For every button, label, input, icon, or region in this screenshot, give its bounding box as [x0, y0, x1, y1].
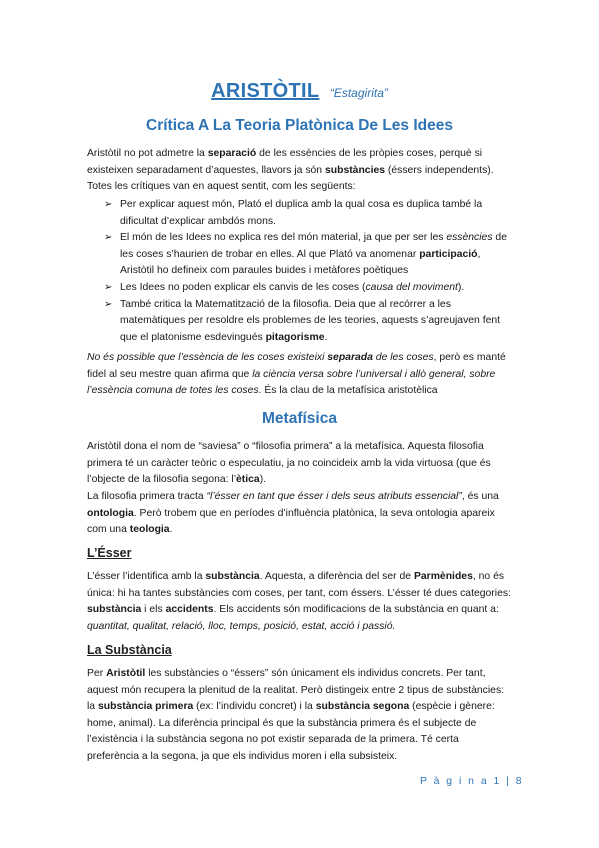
arrow-bullet-icon: ➢ [104, 298, 113, 310]
page-number: P à g i n a 1 | 8 [420, 776, 524, 787]
paragraph-metafisica-2: La filosofia primera tracta “l’ésser en tant que ésser i dels seus atributs essencial”, és una ontologia. Però trobem que en períodes d’influència platònica, la seva ontologia apareix com una teologia. [87, 491, 499, 536]
section-heading-substancia: La Substància [87, 643, 172, 657]
paragraph-substancia: Per Aristòtil les substàncies o “éssers” són únicament els individus concrets. Per tant, aquest món recupera la plenitud de la realitat. Però distingeix entre 2 tipus de substàncies: la substància primera (ex: l’individu concret) i la substància segona (espècie i gènere: home, animal). La diferència principal és que la substància primera és el subjecte de l’existència i la substància segona no pot existir separada de la primera. Té certa preferència a la segona, ja que els individus moren i ella subsisteix. [87, 668, 505, 762]
bullet-item: ➢ El món de les Idees no explica res del món material, ja que per ser les essències de les coses s’haurien de trobar en elles. Al que Plató va anomenar participació, Aristòtil ho defineix com paraules buides i metàfores poètiques [104, 232, 507, 277]
paragraph-esser: L’ésser l’identifica amb la substància. Aquesta, a diferència del ser de Parmènides, no és única: hi ha tantes substàncies com coses, per tant, com éssers. L’ésser té dues categories: substància i els accidents. Els accidents són modificacions de la substància en quant a: quantitat, qualitat, relació, lloc, temps, posició, estat, acció i passió. [87, 571, 511, 632]
paragraph-critica-closing: No és possible que l’essència de les coses existeixi separada de les coses, però es manté fidel al seu mestre quan afirma que la ciència versa sobre l’universal i allò general, sobre l’essència comuna de totes les coses. És la clau de la metafísica aristotèlica [87, 352, 506, 397]
paragraph-metafisica-1: Aristòtil dona el nom de “saviesa” o “filosofia primera” a la metafísica. Aquesta filosofia primera té un caràcter teòric o especulatiu, ja no coincideix amb la vida virtuosa (que és l’objecte de la filosofia segona: l’ètica). [87, 441, 491, 486]
page-subtitle: “Estagirita” [329, 86, 388, 100]
arrow-bullet-icon: ➢ [104, 199, 113, 210]
title-row [0, 80, 599, 103]
arrow-bullet-icon: ➢ [104, 281, 113, 293]
paragraph-critica-intro: Aristòtil no pot admetre la separació de les essències de les pròpies coses, perquè si existeixen separadament d’aquestes, llavors ja són substàncies (éssers independents). Totes les crítiques van en aquest sentit, com les següents: [87, 148, 494, 193]
arrow-bullet-icon: ➢ [104, 232, 113, 244]
critica-bullet-list [104, 197, 514, 346]
bullet-item: ➢ També critica la Matematització de la filosofia. Deia que al recórrer a les matemàtiques per resoldre els problemes de les teories, aquests s’agreujaven fent que el platonisme esdevingués pitagorisme. [104, 298, 501, 343]
section-heading-esser: L’Ésser [87, 546, 132, 560]
page-title: ARISTÒTIL [211, 80, 320, 102]
bullet-item: ➢ Per explicar aquest món, Plató el duplica amb la qual cosa es duplica també la dificultat d’explicar ambdós mons. [104, 199, 483, 227]
section-heading-critica: Crítica A La Teoria Platònica De Les Idees [146, 117, 453, 134]
bullet-item: ➢ Les Idees no poden explicar els canvis de les coses (causa del moviment). [104, 280, 514, 297]
section-heading-metafisica: Metafísica [262, 410, 337, 427]
